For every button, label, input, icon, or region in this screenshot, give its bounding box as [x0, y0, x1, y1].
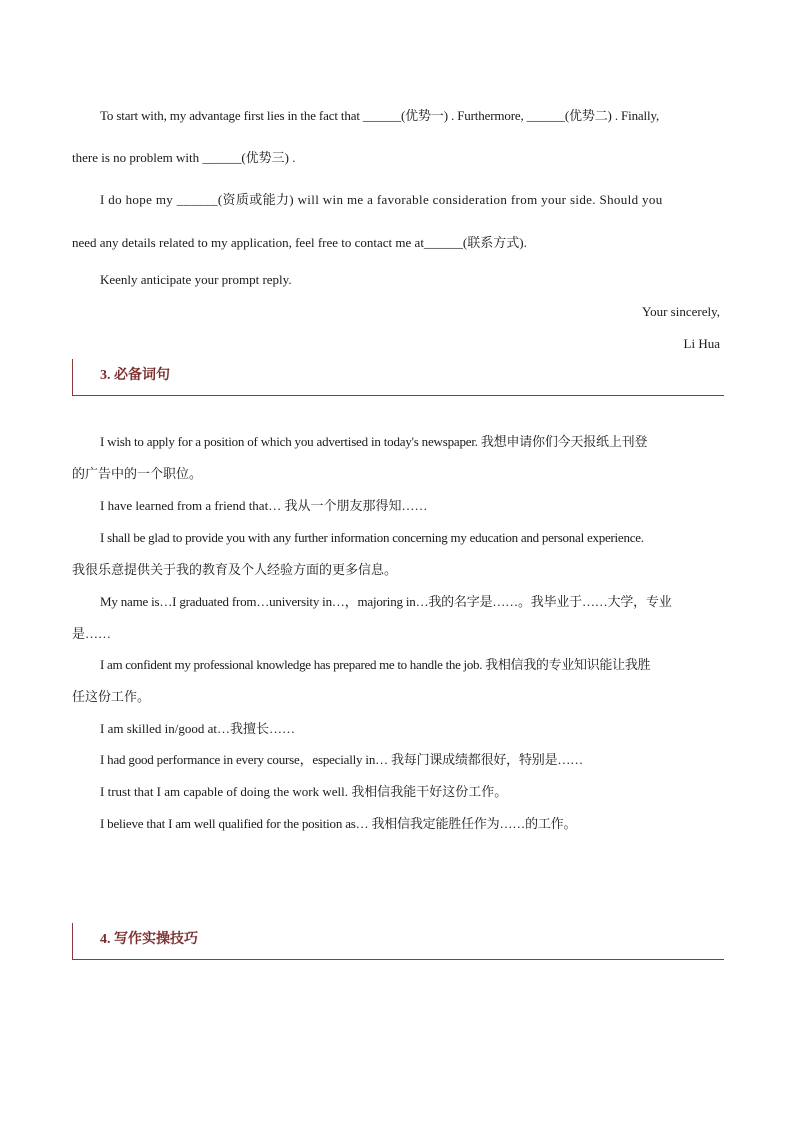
letter-para1-line2: there is no problem with ______(优势三) . — [72, 150, 296, 165]
phrase-line: I am confident my professional knowledge has prepared me to handle the job. 我相信我的专业知识能让我胜 — [100, 657, 651, 672]
phrase-line: 的广告中的一个职位。 — [72, 466, 203, 481]
phrase-line: I have learned from a friend that… 我从一个朋友那得知…… — [100, 498, 428, 513]
phrase-line: I shall be glad to provide you with any further information concerning my education and personal experience. — [100, 530, 644, 545]
phrase-line: I trust that I am capable of doing the work well. 我相信我能干好这份工作。 — [100, 784, 508, 799]
section-3-title: 3. 必备词句 — [100, 368, 170, 383]
phrase-line: 任这份工作。 — [72, 689, 151, 704]
phrase-line: My name is…I graduated from…university in…，majoring in…我的名字是……。我毕业于……大学，专业 — [100, 594, 672, 609]
letter-closing: Your sincerely, — [642, 304, 720, 319]
section-4-heading — [72, 923, 724, 960]
letter-signature: Li Hua — [683, 336, 720, 351]
phrase-line: I had good performance in every course，especially in… 我每门课成绩都很好，特别是…… — [100, 752, 583, 767]
section-3-heading — [72, 359, 724, 396]
letter-para3: Keenly anticipate your prompt reply. — [100, 272, 292, 287]
phrase-line: 是…… — [72, 626, 112, 641]
phrase-line: I wish to apply for a position of which you advertised in today's newspaper. 我想申请你们今天报纸上刊登 — [100, 434, 648, 449]
section-4-title: 4. 写作实操技巧 — [100, 932, 198, 947]
phrase-line: I am skilled in/good at…我擅长…… — [100, 721, 295, 736]
letter-para2-line2: need any details related to my application, feel free to contact me at______(联系方式). — [72, 235, 527, 250]
letter-para2-line1: I do hope my ______(资质或能力) will win me a favorable consideration from your side. Should you — [100, 192, 663, 207]
phrase-line: I believe that I am well qualified for the position as… 我相信我定能胜任作为……的工作。 — [100, 816, 577, 831]
phrase-line: 我很乐意提供关于我的教育及个人经验方面的更多信息。 — [72, 562, 398, 577]
letter-para1-line1: To start with, my advantage first lies in the fact that ______(优势一) . Furthermore, ______(优势二) . Finally, — [100, 108, 660, 123]
